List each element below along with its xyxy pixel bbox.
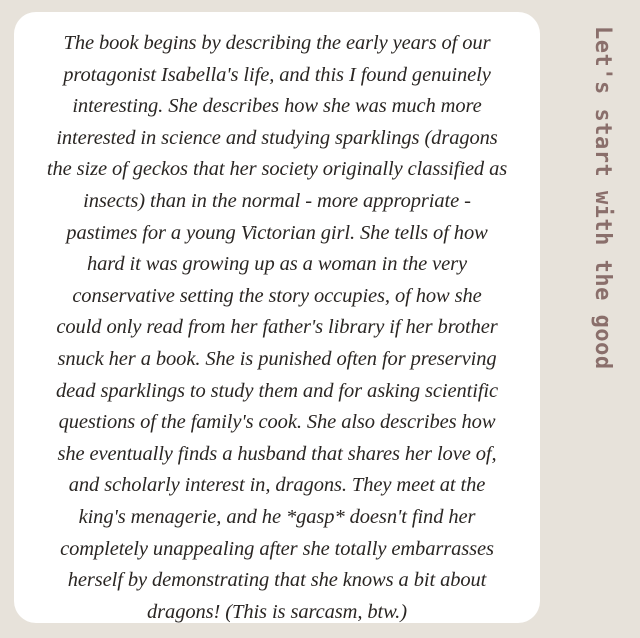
side-heading: Let's start with the good xyxy=(590,26,615,370)
review-card xyxy=(14,12,540,623)
review-paragraph: The book begins by describing the early years of our protagonist Isabella's life, and this I found genuinely interesting. She describes how she was much more interested in science and studying sparklings (dragons the size of geckos that her society originally classified as insects) than in the normal - more appropriate - pastimes for a young Victorian girl. She tells of how hard it was growing up as a woman in the very conservative setting the story occupies, of how she could only read from her father's library if her brother snuck her a book. She is punished often for preserving dead sparklings to study them and for asking scientific questions of the family's cook. She also describes how she eventually finds a husband that shares her love of, and scholarly interest in, dragons. They meet at the king's menagerie, and he *gasp* doesn't find her completely unappealing after she totally embarrasses herself by demonstrating that she knows a bit about dragons! (This is sarcasm, btw.) xyxy=(46,32,508,623)
